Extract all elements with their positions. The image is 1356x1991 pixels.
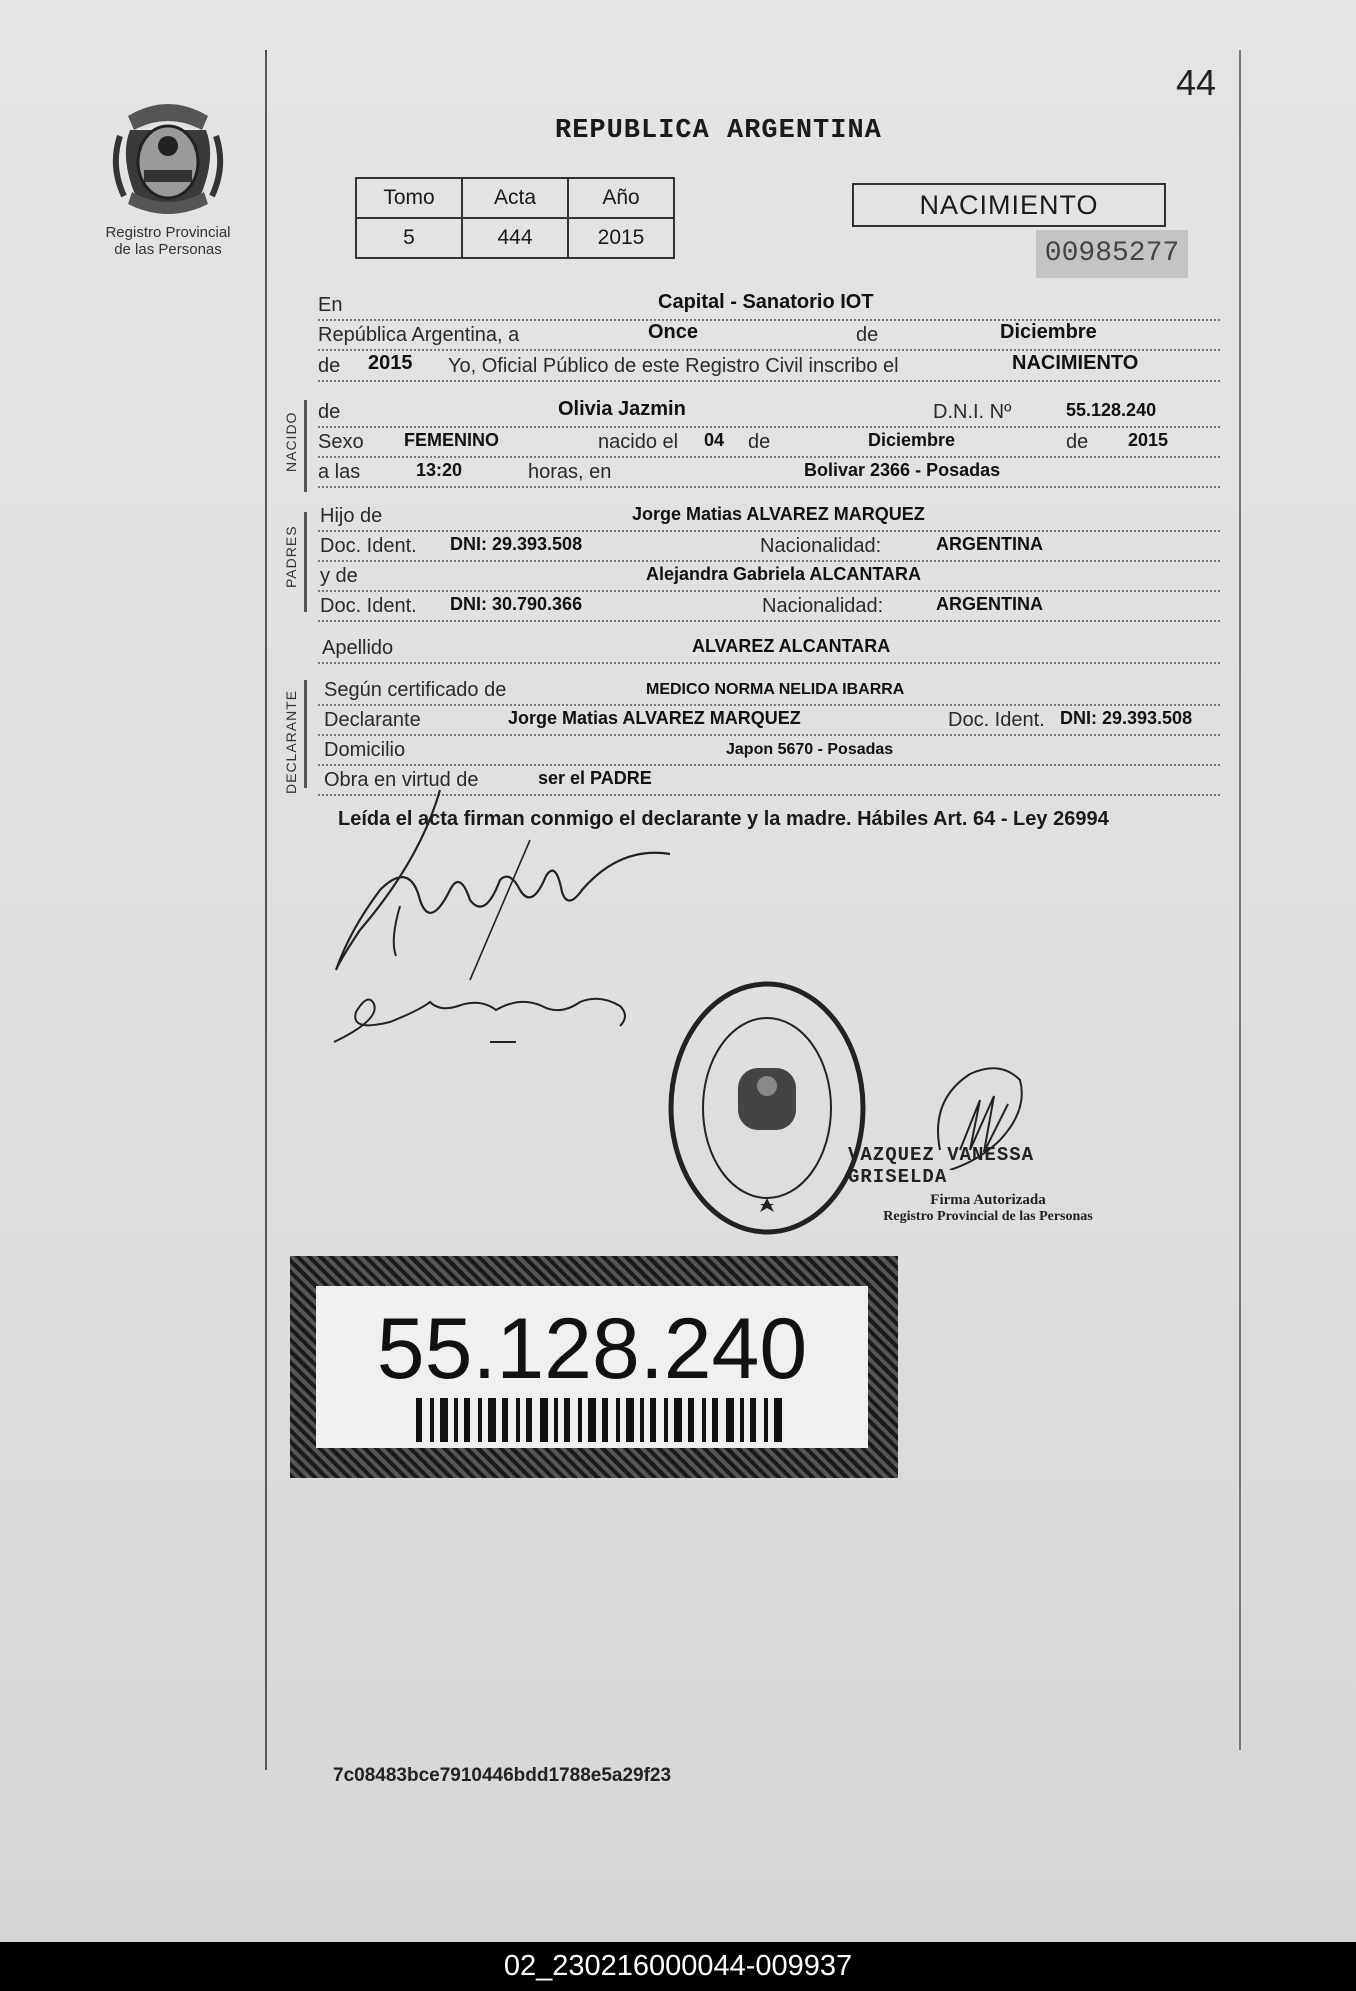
hash-code: 7c08483bce7910446bdd1788e5a29f23 — [333, 1765, 672, 1786]
nacido-de-label: de — [318, 401, 341, 423]
right-margin-line — [1239, 50, 1241, 1750]
barcode-bars — [416, 1398, 782, 1442]
page-number: 44 — [1175, 62, 1216, 103]
birth-year: 2015 — [1128, 430, 1169, 450]
footer-file-id: 02_230216000044-009937 — [0, 1942, 1356, 1991]
mother-nationality: ARGENTINA — [936, 594, 1043, 614]
de-label-3: de — [1066, 431, 1089, 453]
obra-label: Obra en virtud de — [324, 769, 479, 791]
declarante-section-label: DECLARANTE — [283, 689, 299, 794]
mother-doc-label: Doc. Ident. — [320, 595, 417, 617]
logo-caption-line-1: Registro Provincial — [105, 224, 231, 241]
child-name: Olivia Jazmin — [558, 398, 686, 420]
record-type-box: NACIMIENTO — [852, 183, 1166, 227]
domicilio-label: Domicilio — [324, 739, 406, 761]
y-de-label: y de — [320, 565, 358, 587]
padres-section-label: PADRES — [283, 525, 299, 588]
de-label-2: de — [748, 431, 771, 453]
declarant-doc-label: Doc. Ident. — [948, 709, 1045, 731]
tomo-header: Tomo — [356, 178, 462, 218]
line-surname — [318, 634, 1220, 664]
line-mother — [318, 562, 1220, 592]
republica-label: República Argentina, a — [318, 324, 520, 346]
anio-header: Año — [568, 178, 674, 218]
surname-value: ALVAREZ ALCANTARA — [692, 636, 891, 656]
father-nat-label: Nacionalidad: — [760, 535, 882, 557]
month-value: Diciembre — [1000, 321, 1097, 343]
inscribe-text: Yo, Oficial Público de este Registro Civil inscribo el — [448, 355, 899, 377]
line-time-place — [318, 458, 1220, 488]
en-label: En — [318, 294, 343, 316]
dni-security-label — [290, 1256, 898, 1478]
address-value: Japon 5670 - Posadas — [726, 741, 894, 758]
padres-bracket — [304, 512, 307, 612]
declarant-doc: DNI: 29.393.508 — [1060, 708, 1193, 728]
line-declarant — [318, 706, 1220, 736]
place-value: Capital - Sanatorio IOT — [658, 291, 874, 313]
province-logo — [100, 96, 236, 258]
anio-value: 2015 — [568, 218, 674, 258]
declarante-bracket — [304, 680, 307, 788]
acta-value: 444 — [462, 218, 568, 258]
acta-header: Acta — [462, 178, 568, 218]
misiones-coat-of-arms-icon — [110, 96, 226, 218]
apellido-label: Apellido — [322, 637, 394, 659]
line-sex-birth — [318, 428, 1220, 458]
line-place — [318, 291, 1220, 321]
hijo-de-label: Hijo de — [320, 505, 383, 527]
document-title: REPUBLICA ARGENTINA — [555, 116, 882, 146]
registry-stamp-icon — [664, 976, 870, 1240]
serial-number: 00985277 — [1036, 230, 1188, 278]
dni-label-number: 55.128.240 — [376, 1301, 808, 1397]
de-label: de — [856, 324, 879, 346]
de2-label: de — [318, 355, 341, 377]
father-nationality: ARGENTINA — [936, 534, 1043, 554]
cert-label: Según certificado de — [324, 679, 507, 701]
nacido-bracket — [304, 400, 307, 492]
line-father — [318, 502, 1220, 532]
officer-name: VAZQUEZ VANESSA GRISELDA — [848, 1144, 1035, 1188]
signature-marks-icon — [320, 780, 690, 1080]
line-date — [318, 321, 1220, 351]
logo-caption-line-2: de las Personas — [114, 241, 222, 258]
nacido-section-label: NACIDO — [283, 411, 299, 472]
line-certificate — [318, 676, 1220, 706]
line-mother-doc — [318, 592, 1220, 622]
dni-label: D.N.I. Nº — [933, 401, 1012, 423]
birth-day: 04 — [704, 430, 725, 450]
line-year — [318, 352, 1220, 382]
line-father-doc — [318, 532, 1220, 562]
officer-registry: Registro Provincial de las Personas — [883, 1209, 1093, 1224]
horas-label: horas, en — [528, 461, 612, 483]
line-address — [318, 736, 1220, 766]
father-name: Jorge Matias ALVAREZ MARQUEZ — [632, 504, 925, 524]
dni-label-inner — [316, 1286, 868, 1448]
mother-nat-label: Nacionalidad: — [762, 595, 884, 617]
barcode-icon — [416, 1398, 788, 1442]
mother-doc: DNI: 30.790.366 — [450, 594, 583, 614]
declarante-label: Declarante — [324, 709, 421, 731]
year-value: 2015 — [368, 352, 413, 374]
alas-label: a las — [318, 461, 361, 483]
birth-time: 13:20 — [416, 460, 463, 480]
logo-caption — [100, 224, 236, 258]
sexo-label: Sexo — [318, 431, 364, 453]
reason-value: ser el PADRE — [538, 768, 652, 788]
declarant-name: Jorge Matias ALVAREZ MARQUEZ — [508, 708, 801, 728]
tomo-value: 5 — [356, 218, 462, 258]
act-value: NACIMIENTO — [1012, 352, 1139, 374]
registry-table — [355, 177, 675, 259]
day-value: Once — [648, 321, 699, 343]
authorized-officer — [848, 1144, 1128, 1225]
father-doc-label: Doc. Ident. — [320, 535, 417, 557]
mother-name: Alejandra Gabriela ALCANTARA — [646, 564, 922, 584]
certificate-value: MEDICO NORMA NELIDA IBARRA — [646, 681, 905, 698]
birth-place: Bolivar 2366 - Posadas — [804, 460, 1001, 480]
child-dni: 55.128.240 — [1066, 400, 1157, 420]
birth-month: Diciembre — [868, 430, 956, 450]
line-name — [318, 398, 1220, 428]
left-margin-line — [265, 50, 267, 1770]
closing-text: Leída el acta firman conmigo el declarante y la madre. Hábiles Art. 64 - Ley 26994 — [338, 808, 1109, 830]
nacido-el-label: nacido el — [598, 431, 679, 453]
officer-role: Firma Autorizada — [930, 1192, 1046, 1208]
father-doc: DNI: 29.393.508 — [450, 534, 583, 554]
sexo-value: FEMENINO — [404, 430, 500, 450]
